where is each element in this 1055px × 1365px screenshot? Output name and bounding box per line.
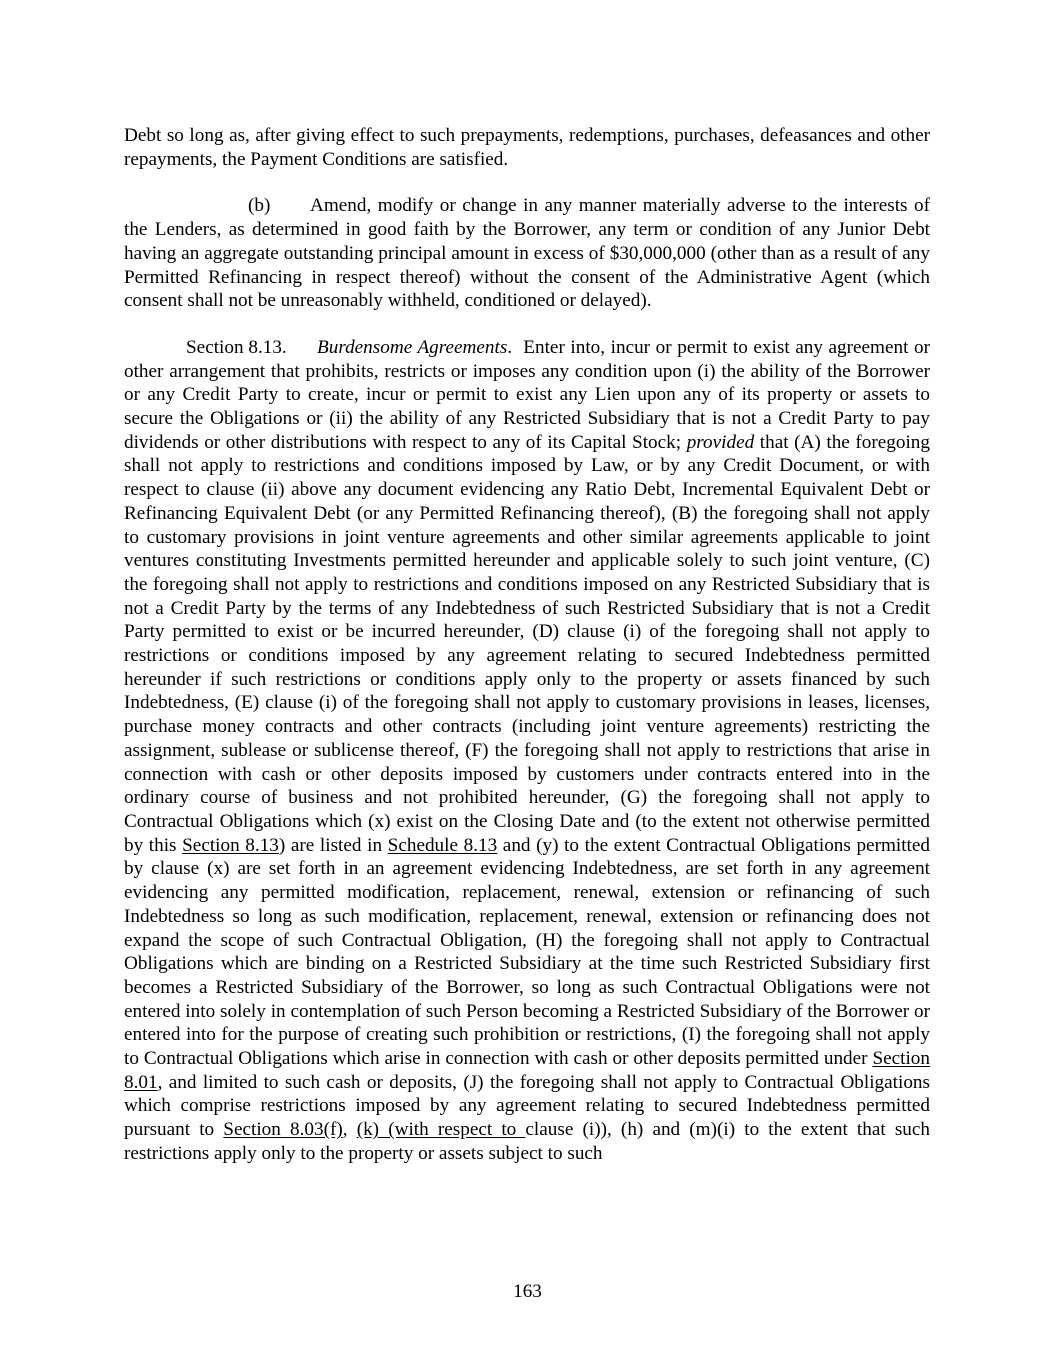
section-text-part-1: Enter into, incur or permit to exist any agreement or other arrangement that prohibits, restricts or imposes any condition upon (i) the ability of the Borrower or any Credit Party to create, incur or permit to exist any Lien upon any of its property or assets to secure the Obligations or (ii) the ability of any Restricted Subsidiary that is not a Credit Party to pay dividends or other distributions with respect to any of its Capital Stock; (124, 336, 930, 453)
provided-term: provided (686, 431, 755, 453)
page-number: 163 (513, 1281, 542, 1302)
paragraph-debt-continuation (124, 124, 930, 171)
section-text-part-3: ) are listed in (278, 834, 388, 856)
cross-reference-schedule-8-13: Schedule 8.13 (387, 834, 498, 856)
section-text-part-7: clause (i)), (h) and (m)(i) to the extent that such restrictions apply only to the property or assets subject to such (124, 1119, 930, 1164)
cross-reference-clause-k: (k) (with respect to (356, 1119, 526, 1141)
clause-label-b: (b) (248, 195, 271, 217)
section-heading-period: . (507, 336, 513, 358)
section-text-part-2: that (A) the foregoing shall not apply to restrictions and conditions imposed by Law, or by any Credit Document, or with respect to clause (ii) above any document evidencing any Ratio Debt, Incremental Equivalent Debt or Refinancing Equivalent Debt (or any Permitted Refinancing thereof), (B) the foregoing shall not apply to customary provisions in joint venture agreements and other similar agreements applicable to joint ventures constituting Investments permitted hereunder and applicable solely to such joint venture, (C) the foregoing shall not apply to restrictions and conditions imposed on any Restricted Subsidiary that is not a Credit Party by the terms of any Indebtedness of such Restricted Subsidiary that is not a Credit Party permitted to exist or be incurred hereunder, (D) clause (i) of the foregoing shall not apply to restrictions or conditions imposed by any agreement relating to secured Indebtedness permitted hereunder if such restrictions or conditions apply only to the property or assets financed by such Indebtedness, (E) clause (i) of the foregoing shall not apply to customary provisions in leases, licenses, purchase money contracts and other contracts (including joint venture agreements) restricting the assignment, sublease or sublicense thereof, (F) the foregoing shall not apply to restrictions that arise in connection with cash or other deposits imposed by customers under contracts entered into in the ordinary course of business and not prohibited hereunder, (G) the foregoing shall not apply to Contractual Obligations which (x) exist on the Closing Date and (to the extent not otherwise permitted by this (124, 431, 930, 856)
cross-reference-section-8-01: Section 8.01 (124, 1048, 930, 1093)
section-heading: Burdensome Agreements (317, 336, 508, 358)
cross-reference-section-8-13: Section 8.13 (182, 834, 279, 856)
paragraph-debt-text: Debt so long as, after giving effect to such prepayments, redemptions, purchases, defeasances and other repayments, the Payment Conditions are satisfied. (124, 125, 930, 170)
section-text-part-5: , and limited to such cash or deposits, (J) the foregoing shall not apply to Contractual Obligations which comprise restrictions imposed by any agreement relating to secured Indebtedness permitted pursuant to (124, 1071, 930, 1141)
cross-reference-section-8-03f: Section 8.03(f) (223, 1119, 343, 1141)
section-number: Section 8.13. (186, 336, 287, 358)
document-page (124, 124, 930, 1166)
section-text-part-6: , (342, 1119, 357, 1141)
paragraph-b-text: Amend, modify or change in any manner materially adverse to the interests of the Lenders, as determined in good faith by the Borrower, any term or condition of any Junior Debt having an aggregate outstanding principal amount in excess of $30,000,000 (other than as a result of any Permitted Refinancing in respect thereof) without the consent of the Administrative Agent (which consent shall not be unreasonably withheld, conditioned or delayed). (124, 195, 930, 312)
section-8-13-paragraph (124, 336, 930, 1166)
paragraph-b (124, 194, 930, 313)
section-text-part-4: and (y) to the extent Contractual Obligations permitted by clause (x) are set forth in an agreement evidencing Indebtedness, are set forth in any agreement evidencing any permitted modification, replacement, renewal, extension or refinancing of such Indebtedness so long as such modification, replacement, renewal, extension or refinancing does not expand the scope of such Contractual Obligation, (H) the foregoing shall not apply to Contractual Obligations which are binding on a Restricted Subsidiary at the time such Restricted Subsidiary first becomes a Restricted Subsidiary of the Borrower, so long as such Contractual Obligations were not entered into solely in contemplation of such Person becoming a Restricted Subsidiary of the Borrower or entered into for the purpose of creating such prohibition or restrictions, (I) the foregoing shall not apply to Contractual Obligations which arise in connection with cash or other deposits permitted under (124, 834, 930, 1070)
